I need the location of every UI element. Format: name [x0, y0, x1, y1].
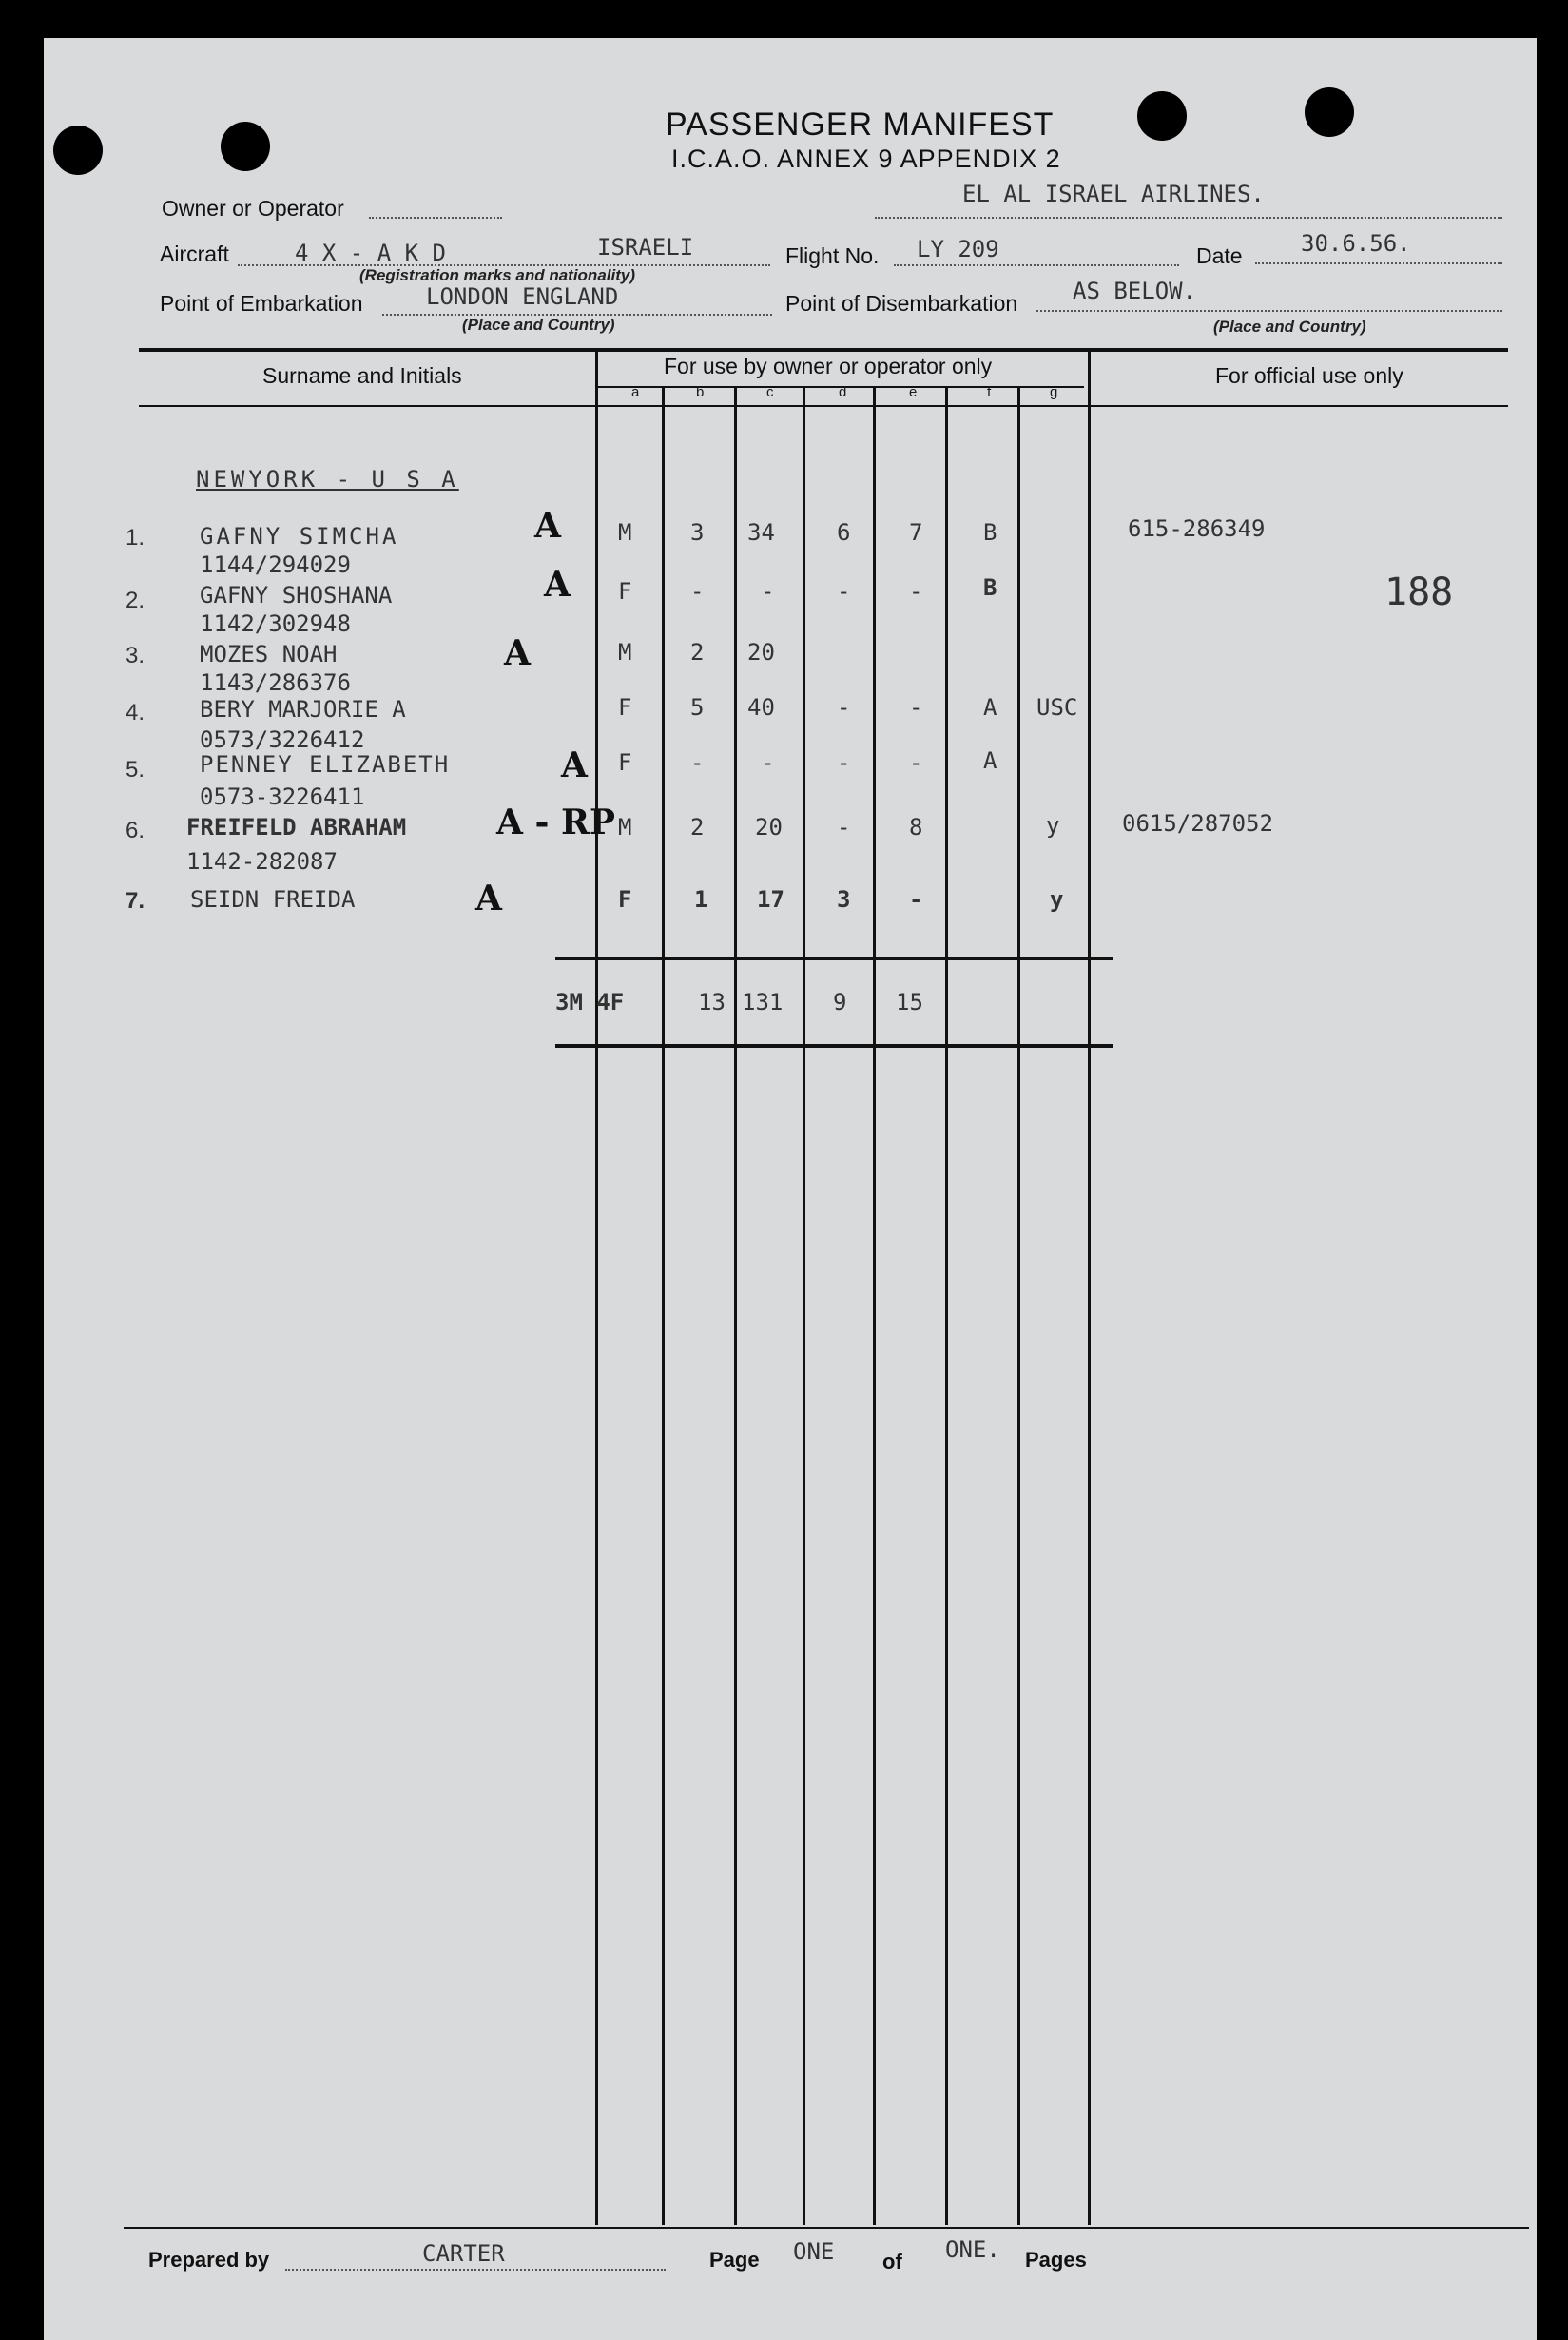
passenger-ref: 1142-282087 — [186, 848, 338, 875]
passenger-ref: 1143/286376 — [200, 669, 351, 696]
cell-a: F — [618, 886, 632, 913]
date-line — [1255, 262, 1502, 264]
cell-d: - — [837, 694, 851, 721]
passenger-name: BERY MARJORIE A — [200, 696, 406, 723]
owner-value: EL AL ISRAEL AIRLINES. — [962, 181, 1265, 207]
cell-c: 20 — [747, 639, 775, 666]
total-a: 3M 4F — [555, 989, 625, 1015]
totals-bottom-rule — [555, 1044, 1113, 1048]
cell-b: - — [690, 578, 705, 605]
aircraft-value: 4 X - A K D — [295, 240, 446, 266]
subcol-e: e — [909, 384, 918, 400]
passenger-ref: 1144/294029 — [200, 551, 351, 578]
official-ref: 0615/287052 — [1122, 810, 1273, 837]
passenger-ref: 1142/302948 — [200, 610, 351, 637]
flight-value: LY 209 — [917, 236, 999, 262]
flight-line — [894, 264, 1179, 266]
cell-f: A — [983, 694, 997, 721]
pages-label: Pages — [1025, 2248, 1087, 2272]
total-e: 15 — [896, 989, 923, 1015]
cell-a: F — [618, 694, 632, 721]
total-c: 131 — [742, 989, 784, 1015]
cell-e: - — [909, 886, 923, 913]
cell-c: 34 — [747, 519, 775, 546]
flight-label: Flight No. — [785, 243, 880, 268]
embarkation-value: LONDON ENGLAND — [426, 283, 619, 310]
cell-f: B — [983, 574, 997, 601]
cell-c: - — [761, 749, 775, 776]
cell-a: F — [618, 578, 632, 605]
disembarkation-label: Point of Disembarkation — [785, 291, 1018, 316]
table-top-rule — [139, 348, 1508, 352]
cell-c: 17 — [757, 886, 784, 913]
passenger-name: MOZES NOAH — [200, 641, 338, 667]
aircraft-label: Aircraft — [160, 242, 229, 266]
owner-line — [369, 217, 502, 219]
page-value: ONE — [793, 2238, 835, 2265]
cell-a: F — [618, 749, 632, 776]
cell-b: 1 — [694, 886, 708, 913]
subcol-c: c — [766, 384, 774, 400]
stamp-number: 188 — [1384, 570, 1454, 614]
official-ref: 615-286349 — [1128, 515, 1266, 542]
cell-d: - — [837, 578, 851, 605]
nationality-value: ISRAELI — [597, 234, 694, 261]
prepared-label: Prepared by — [148, 2248, 270, 2272]
row-number: 4. — [126, 700, 145, 725]
manifest-subtitle: I.C.A.O. ANNEX 9 APPENDIX 2 — [671, 145, 1061, 173]
col-line-6 — [945, 386, 948, 2225]
subcol-b: b — [696, 384, 705, 400]
handwritten-mark: A — [534, 506, 561, 546]
cell-b: 5 — [690, 694, 705, 721]
owner-label: Owner or Operator — [162, 196, 344, 221]
col-line-7 — [1017, 386, 1020, 2225]
punch-hole-center-left — [221, 122, 270, 171]
col-line-5 — [873, 386, 876, 2225]
handwritten-mark: A — [561, 745, 588, 785]
cell-d: - — [837, 749, 851, 776]
cell-d: 6 — [837, 519, 851, 546]
owner-line-right — [875, 217, 1502, 219]
cell-b: - — [690, 749, 705, 776]
footer-rule — [124, 2227, 1529, 2229]
cell-a: M — [618, 814, 632, 841]
passenger-name: PENNEY ELIZABETH — [200, 751, 451, 778]
disembarkation-value: AS BELOW. — [1073, 278, 1197, 304]
subcol-f: f — [987, 384, 992, 400]
total-d: 9 — [833, 989, 847, 1015]
cell-g: y — [1046, 812, 1060, 839]
passenger-ref: 0573-3226411 — [200, 783, 365, 810]
passenger-name: FREIFELD ABRAHAM — [186, 814, 407, 841]
row-number: 3. — [126, 643, 145, 668]
embarkation-note: (Place and Country) — [462, 316, 615, 334]
total-b: 13 — [698, 989, 726, 1015]
cell-c: 20 — [755, 814, 783, 841]
disembarkation-note: (Place and Country) — [1213, 318, 1366, 336]
cell-d: 3 — [837, 886, 851, 913]
page-label: Page — [709, 2248, 760, 2272]
destination-label: NEWYORK - U S A — [196, 466, 459, 493]
col-line-1 — [595, 350, 598, 2225]
cell-e: 7 — [909, 519, 923, 546]
cell-f: A — [983, 747, 997, 774]
col-line-4 — [803, 386, 805, 2225]
row-number: 2. — [126, 588, 145, 613]
row-number: 7. — [126, 888, 145, 914]
handwritten-mark: A — [504, 633, 531, 673]
col-operator-header: For use by owner or operator only — [664, 354, 993, 378]
passenger-name: SEIDN FREIDA — [190, 886, 356, 913]
cell-a: M — [618, 519, 632, 546]
manifest-title: PASSENGER MANIFEST — [666, 106, 1055, 143]
embarkation-label: Point of Embarkation — [160, 291, 363, 316]
totals-top-rule — [555, 957, 1113, 960]
col-line-8 — [1088, 350, 1091, 2225]
cell-c: - — [761, 578, 775, 605]
cell-b: 2 — [690, 639, 705, 666]
handwritten-mark: A — [475, 879, 502, 919]
passenger-name: GAFNY SHOSHANA — [200, 582, 393, 609]
col-official-header: For official use only — [1215, 363, 1403, 388]
passenger-name: GAFNY SIMCHA — [200, 523, 399, 550]
cell-e: - — [909, 694, 923, 721]
cell-g: y — [1050, 886, 1064, 913]
row-number: 6. — [126, 818, 145, 843]
subcol-d: d — [839, 384, 847, 400]
subcol-g: g — [1050, 384, 1058, 400]
cell-f: B — [983, 519, 997, 546]
prepared-line — [285, 2269, 666, 2271]
cell-e: - — [909, 578, 923, 605]
table-header-rule — [139, 405, 1508, 407]
date-value: 30.6.56. — [1301, 230, 1411, 257]
row-number: 1. — [126, 525, 145, 551]
prepared-value: CARTER — [422, 2240, 505, 2267]
cell-e: 8 — [909, 814, 923, 841]
disembarkation-line — [1036, 310, 1502, 312]
row-number: 5. — [126, 757, 145, 783]
punch-hole-right — [1305, 87, 1354, 137]
cell-c: 40 — [747, 694, 775, 721]
of-value: ONE. — [945, 2236, 1000, 2263]
passenger-ref: 0573/3226412 — [200, 726, 365, 753]
cell-b: 2 — [690, 814, 705, 841]
cell-e: - — [909, 749, 923, 776]
date-label: Date — [1196, 243, 1243, 268]
subcol-a: a — [631, 384, 640, 400]
col-line-3 — [734, 386, 737, 2225]
cell-b: 3 — [690, 519, 705, 546]
handwritten-mark: A — [544, 565, 571, 605]
col-line-2 — [662, 386, 665, 2225]
cell-g: USC — [1036, 694, 1078, 721]
punch-hole-left — [53, 126, 103, 175]
of-label: of — [882, 2250, 902, 2273]
cell-a: M — [618, 639, 632, 666]
col-surname-header: Surname and Initials — [262, 363, 462, 388]
handwritten-mark: A - RP — [496, 803, 615, 842]
cell-d: - — [837, 814, 851, 841]
punch-hole-center-right — [1137, 91, 1187, 141]
registration-note: (Registration marks and nationality) — [359, 266, 635, 284]
